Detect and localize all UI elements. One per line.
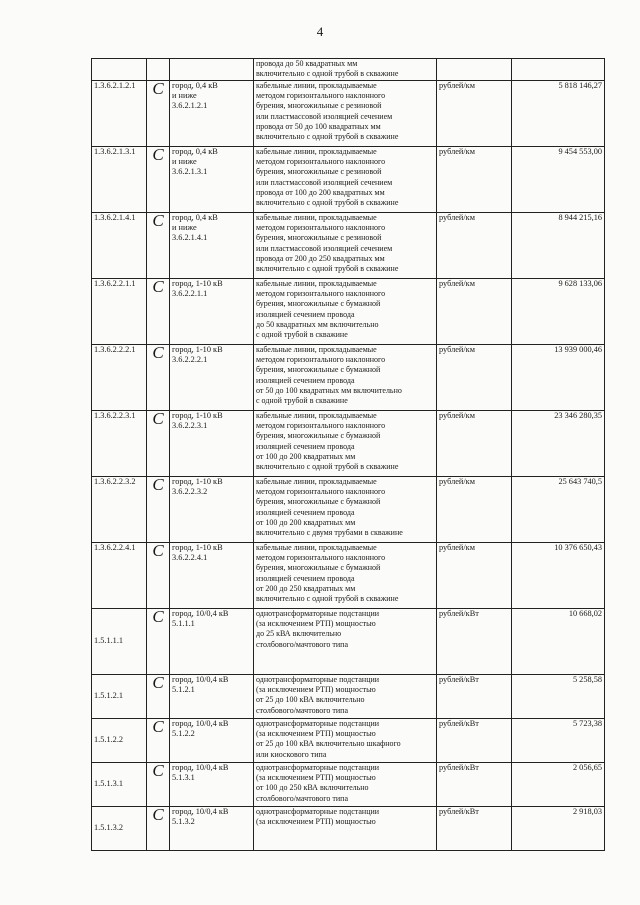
row-value: 25 643 740,5 (512, 477, 605, 543)
row-description: однотрансформаторные подстанции (за исключением РТП) мощностью от 25 до 100 кВА включительно шкафного или киоскового типа (254, 719, 437, 763)
row-category: C (147, 147, 170, 213)
row-voltage: город, 1-10 кВ 3.6.2.2.3.1 (170, 411, 254, 477)
row-voltage: город, 10/0,4 кВ 5.1.2.1 (170, 675, 254, 719)
table-row (92, 279, 605, 345)
row-voltage: город, 0,4 кВ и ниже 3.6.2.1.4.1 (170, 213, 254, 279)
row-code: 1.5.1.2.2 (92, 719, 147, 763)
row-description: кабельные линии, прокладываемые методом горизонтального наклонного бурения, многожильные с бумажной изоляцией сечением провода от 100 до 200 квадратных мм включительно с двумя трубами в скважине (254, 477, 437, 543)
table-row (92, 59, 605, 81)
row-code (92, 59, 147, 81)
row-category (147, 59, 170, 81)
row-code: 1.3.6.2.2.3.1 (92, 411, 147, 477)
row-voltage: город, 0,4 кВ и ниже 3.6.2.1.2.1 (170, 81, 254, 147)
row-value: 9 454 553,00 (512, 147, 605, 213)
row-category: C (147, 345, 170, 411)
row-value: 10 376 650,43 (512, 543, 605, 609)
row-category: C (147, 477, 170, 543)
row-value: 13 939 000,46 (512, 345, 605, 411)
table-row (92, 147, 605, 213)
row-description: провода до 50 квадратных мм включительно с одной трубой в скважине (254, 59, 437, 81)
row-code: 1.5.1.3.2 (92, 807, 147, 851)
row-value: 2 918,03 (512, 807, 605, 851)
row-voltage (170, 59, 254, 81)
row-category: C (147, 81, 170, 147)
row-category: C (147, 411, 170, 477)
table-row (92, 807, 605, 851)
row-category: C (147, 543, 170, 609)
row-voltage: город, 1-10 кВ 3.6.2.2.3.2 (170, 477, 254, 543)
row-description: кабельные линии, прокладываемые методом горизонтального наклонного бурения, многожильные с резиновой или пластмассовой изоляцией сечением провода от 50 до 100 квадратных мм включительно с одной трубой в скважине (254, 81, 437, 147)
row-code: 1.5.1.3.1 (92, 763, 147, 807)
table-row (92, 81, 605, 147)
table-row (92, 411, 605, 477)
row-unit: рублей/км (437, 147, 512, 213)
row-code: 1.3.6.2.2.3.2 (92, 477, 147, 543)
row-value: 23 346 280,35 (512, 411, 605, 477)
row-voltage: город, 10/0,4 кВ 5.1.1.1 (170, 609, 254, 675)
row-value: 5 723,38 (512, 719, 605, 763)
row-description: кабельные линии, прокладываемые методом горизонтального наклонного бурения, многожильные с резиновой или пластмассовой изоляцией сечением провода от 200 до 250 квадратных мм включительно с одной трубой в скважине (254, 213, 437, 279)
row-category: C (147, 807, 170, 851)
tariff-table (91, 58, 605, 851)
row-category: C (147, 719, 170, 763)
table-row (92, 213, 605, 279)
row-description: однотрансформаторные подстанции (за исключением РТП) мощностью от 100 до 250 кВА включительно столбового/мачтового типа (254, 763, 437, 807)
row-description: однотрансформаторные подстанции (за исключением РТП) мощностью (254, 807, 437, 851)
row-unit: рублей/кВт (437, 675, 512, 719)
row-unit: рублей/км (437, 81, 512, 147)
row-code: 1.3.6.2.1.3.1 (92, 147, 147, 213)
row-unit: рублей/км (437, 345, 512, 411)
row-unit: рублей/км (437, 213, 512, 279)
row-value (512, 59, 605, 81)
table-row (92, 345, 605, 411)
row-voltage: город, 0,4 кВ и ниже 3.6.2.1.3.1 (170, 147, 254, 213)
row-category: C (147, 609, 170, 675)
row-description: кабельные линии, прокладываемые методом горизонтального наклонного бурения, многожильные с бумажной изоляцией сечением провода от 100 до 200 квадратных мм включительно с одной трубой в скважине (254, 411, 437, 477)
row-unit: рублей/км (437, 279, 512, 345)
table-row (92, 675, 605, 719)
row-value: 9 628 133,06 (512, 279, 605, 345)
row-description: кабельные линии, прокладываемые методом горизонтального наклонного бурения, многожильные с бумажной изоляцией сечением провода до 50 квадратных мм включительно с одной трубой в скважине (254, 279, 437, 345)
row-unit: рублей/км (437, 411, 512, 477)
row-description: кабельные линии, прокладываемые методом горизонтального наклонного бурения, многожильные с бумажной изоляцией сечением провода от 200 до 250 квадратных мм включительно с одной трубой в скважине (254, 543, 437, 609)
row-description: кабельные линии, прокладываемые методом горизонтального наклонного бурения, многожильные с резиновой или пластмассовой изоляцией сечением провода от 100 до 200 квадратных мм включительно с одной трубой в скважине (254, 147, 437, 213)
row-voltage: город, 10/0,4 кВ 5.1.2.2 (170, 719, 254, 763)
row-voltage: город, 10/0,4 кВ 5.1.3.2 (170, 807, 254, 851)
row-category: C (147, 279, 170, 345)
table-row (92, 477, 605, 543)
page-number: 4 (316, 24, 324, 39)
row-unit: рублей/кВт (437, 807, 512, 851)
row-code: 1.3.6.2.1.4.1 (92, 213, 147, 279)
row-value: 2 056,65 (512, 763, 605, 807)
row-value: 5 258,58 (512, 675, 605, 719)
row-code: 1.3.6.2.2.4.1 (92, 543, 147, 609)
row-category: C (147, 763, 170, 807)
row-unit: рублей/кВт (437, 763, 512, 807)
row-value: 5 818 146,27 (512, 81, 605, 147)
row-description: однотрансформаторные подстанции (за исключением РТП) мощностью до 25 кВА включительно столбового/мачтового типа (254, 609, 437, 675)
row-code: 1.5.1.1.1 (92, 609, 147, 675)
table-row (92, 543, 605, 609)
table-row (92, 763, 605, 807)
row-voltage: город, 1-10 кВ 3.6.2.2.1.1 (170, 279, 254, 345)
row-unit (437, 59, 512, 81)
row-unit: рублей/км (437, 543, 512, 609)
row-code: 1.3.6.2.2.2.1 (92, 345, 147, 411)
table-row (92, 609, 605, 675)
row-unit: рублей/кВт (437, 609, 512, 675)
row-description: однотрансформаторные подстанции (за исключением РТП) мощностью от 25 до 100 кВА включительно столбового/мачтового типа (254, 675, 437, 719)
row-code: 1.3.6.2.1.2.1 (92, 81, 147, 147)
row-code: 1.3.6.2.2.1.1 (92, 279, 147, 345)
row-voltage: город, 10/0,4 кВ 5.1.3.1 (170, 763, 254, 807)
row-unit: рублей/кВт (437, 719, 512, 763)
table-row (92, 719, 605, 763)
row-description: кабельные линии, прокладываемые методом горизонтального наклонного бурения, многожильные с бумажной изоляцией сечением провода от 50 до 100 квадратных мм включительно с одной трубой в скважине (254, 345, 437, 411)
row-category: C (147, 675, 170, 719)
row-unit: рублей/км (437, 477, 512, 543)
row-value: 8 944 215,16 (512, 213, 605, 279)
row-code: 1.5.1.2.1 (92, 675, 147, 719)
row-voltage: город, 1-10 кВ 3.6.2.2.2.1 (170, 345, 254, 411)
row-voltage: город, 1-10 кВ 3.6.2.2.4.1 (170, 543, 254, 609)
row-value: 10 668,02 (512, 609, 605, 675)
row-category: C (147, 213, 170, 279)
